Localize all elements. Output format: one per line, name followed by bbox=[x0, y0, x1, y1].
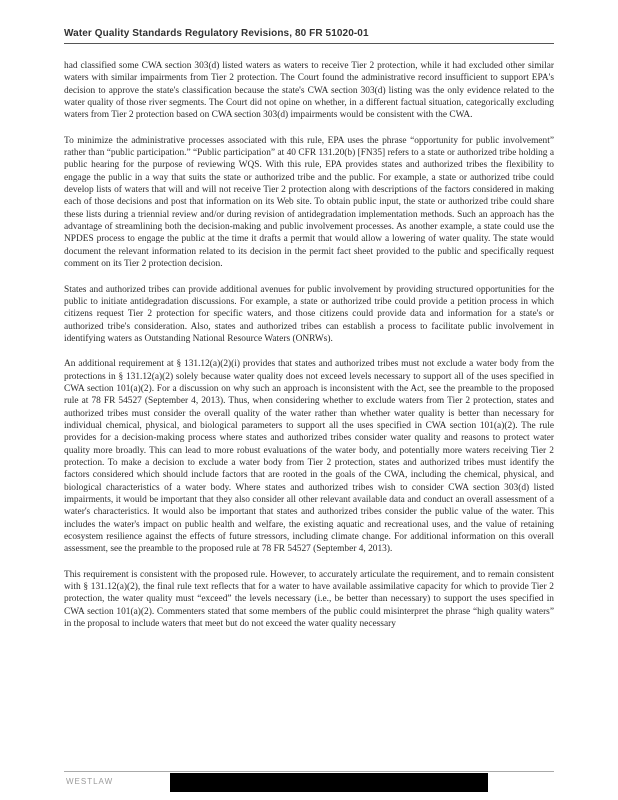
footer-redaction-bar bbox=[170, 773, 488, 792]
document-body bbox=[64, 60, 554, 643]
page-header: Water Quality Standards Regulatory Revisions, 80 FR 51020-01 bbox=[64, 28, 369, 39]
paragraph-2: To minimize the administrative processes associated with this rule, EPA uses the phrase “opportunity for public involvement” rather than “public participation.” “Public participation” at 40 CFR 131.20(b) [FN35] refers to a state or authorized tribe holding a public hearing for the purpose of reviewing WQS. With this rule, EPA provides states and authorized tribes the flexibility to engage the public in a way that suits the state or authorized tribe and the public. For example, a state or authorized tribe could develop lists of waters that will and will not receive Tier 2 protection along with descriptions of the factors considered in making each of those decisions and post that information on its Web site. To obtain public input, the state or authorized tribe could share these lists during a triennial review and/or during revision of antidegradation implementation methods. Such an approach has the advantage of streamlining both the decision-making and public involvement processes. As another example, a state could use the NPDES process to engage the public at the time it drafts a permit that would allow a lowering of water quality. The state would document the relevant information related to its decision in the permit fact sheet provided to the public and specifically request comment on its Tier 2 protection decision. bbox=[64, 135, 554, 270]
footer-brand: WESTLAW bbox=[66, 777, 114, 786]
paragraph-5: This requirement is consistent with the proposed rule. However, to accurately articulate the requirement, and to remain consistent with § 131.12(a)(2), the final rule text reflects that for a water to have available assimilative capacity for which to provide Tier 2 protection, the water quality must “exceed” the levels necessary (i.e., be better than necessary) to support the uses specified in CWA section 101(a)(2). Commenters stated that some members of the public could misinterpret the phrase “high quality waters” in the proposal to include waters that meet but do not exceed the water quality necessary bbox=[64, 569, 554, 630]
paragraph-3: States and authorized tribes can provide additional avenues for public involvement by providing structured opportunities for the public to initiate antidegradation discussions. For example, a state or authorized tribe could provide a petition process in which citizens request Tier 2 protection for specific waters, and those citizens could provide data and information for a state's or authorized tribe's consideration. Also, states and authorized tribes can establish a process to facilitate public involvement in identifying waters as Outstanding National Resource Waters (ONRWs). bbox=[64, 284, 554, 344]
paragraph-4: An additional requirement at § 131.12(a)(2)(i) provides that states and authorized tribes must not exclude a water body from the protections in § 131.12(a)(2) solely because water quality does not exceed levels necessary to support all of the uses specified in CWA section 101(a)(2). For a discussion on why such an approach is inconsistent with the Act, see the preamble to the proposed rule at 78 FR 54527 (September 4, 2013). Thus, when considering whether to exclude waters from Tier 2 protection, states and authorized tribes must consider the overall quality of the water rather than whether water quality is better than necessary for individual chemical, physical, and biological parameters to support all the uses specified in CWA section 101(a)(2). The rule provides for a decision-making process where states and authorized tribes consider water quality and reasons to protect water quality more broadly. This can lead to more robust evaluations of the water body, and potentially more waters receiving Tier 2 protection. To make a decision to exclude a water body from Tier 2 protection, states and authorized tribes must identify the factors considered which should include factors that are rooted in the goals of the CWA, including the chemical, physical, and biological characteristics of a water body. Where states and authorized tribes wish to consider CWA section 303(d) listed impairments, it would be important that they also consider all other relevant available data and conduct an overall assessment of a water's characteristics. It would also be important that states and authorized tribes consider the public value of the water. This includes the water's impact on public health and welfare, the existing aquatic and recreational uses, and the value of retaining ecosystem resilience against the effects of future stressors, including climate change. For additional information on this overall assessment, see the preamble to the proposed rule at 78 FR 54527 (September 4, 2013). bbox=[64, 359, 554, 555]
header-divider bbox=[64, 43, 554, 44]
paragraph-1: had classified some CWA section 303(d) listed waters as waters to receive Tier 2 protection, while it had excluded other similar waters with similar impairments from Tier 2 protection. The Court found the administrative record insufficient to support EPA's decision to approve the state's classification because the state's CWA section 303(d) listing was the only evidence related to the water quality of those river segments. The Court did not opine on whether, in a different factual situation, categorically excluding waters from Tier 2 protection based on CWA section 303(d) impairments would be consistent with the CWA. bbox=[64, 61, 554, 121]
page-footer bbox=[64, 773, 554, 793]
footer-divider bbox=[64, 771, 554, 772]
